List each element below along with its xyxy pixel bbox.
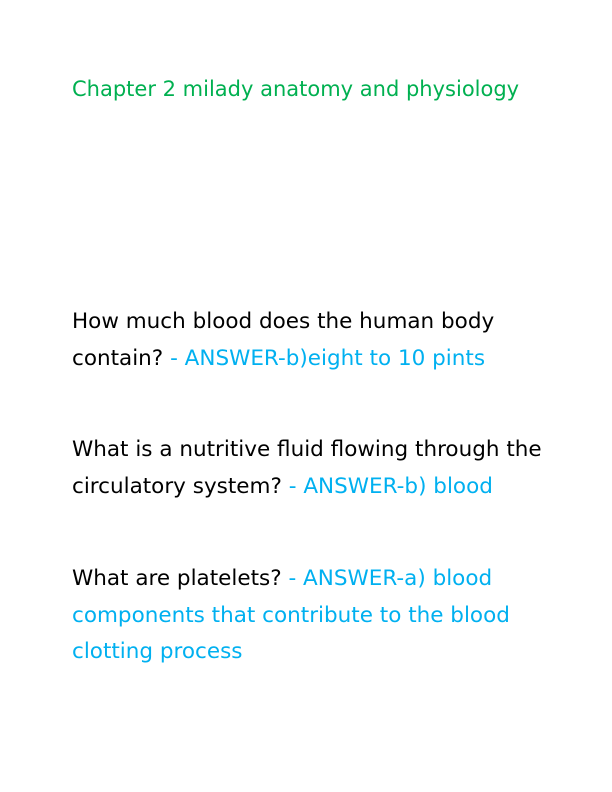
answer-text: - ANSWER-b)eight to 10 pints	[170, 345, 486, 371]
question-text: What are platelets?	[72, 566, 282, 591]
qa-item-1	[72, 304, 544, 377]
document-title: Chapter 2 milady anatomy and physiology	[72, 77, 520, 101]
qa-item-3	[72, 561, 544, 671]
answer-text: - ANSWER-b) blood	[288, 473, 493, 499]
question-text: How much blood does the human body contain?	[72, 309, 495, 371]
answer-text: - ANSWER-a) blood components that contribute to the blood clotting process	[72, 566, 510, 664]
qa-item-2	[72, 432, 544, 505]
question-text: What is a nutritive fluid flowing through the circulatory system?	[72, 437, 542, 499]
